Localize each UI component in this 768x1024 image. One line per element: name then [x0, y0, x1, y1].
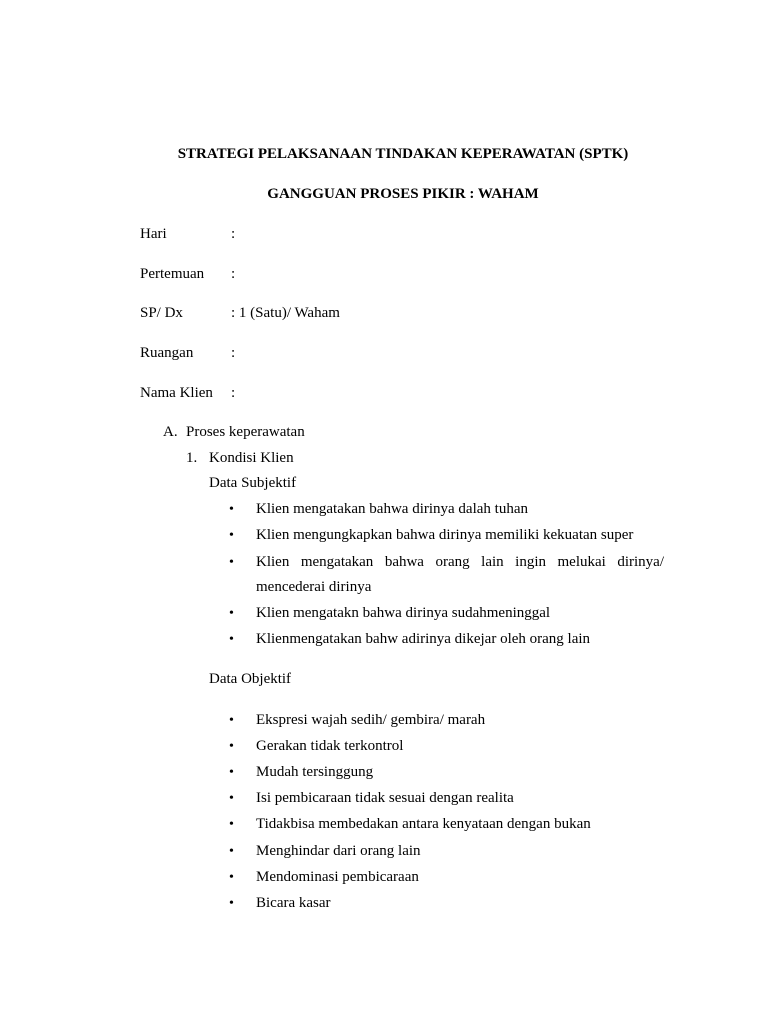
bullet-icon: • — [229, 555, 234, 570]
data-objektif-heading: Data Objektif — [209, 671, 292, 687]
bullet-icon: • — [229, 844, 234, 859]
bullet-icon: • — [229, 713, 234, 728]
data-subjektif-heading: Data Subjektif — [209, 475, 297, 491]
list-item-text-continuation: mencederai dirinya — [256, 579, 372, 595]
field-value-hari: : — [231, 226, 236, 242]
list-item-text: Klien mengatakan bahwa orang lain ingin melukai dirinya/ — [256, 554, 664, 570]
bullet-icon: • — [229, 502, 234, 517]
field-label-nama-klien: Nama Klien — [140, 385, 213, 401]
field-label-ruangan: Ruangan — [140, 345, 194, 361]
field-value-nama-klien: : — [231, 385, 236, 401]
field-value-ruangan: : — [231, 345, 236, 361]
bullet-icon: • — [229, 870, 234, 885]
list-item-text: Klien mengatakn bahwa dirinya sudahmeninggal — [256, 605, 551, 621]
bullet-icon: • — [229, 528, 234, 543]
field-label-sp-dx: SP/ Dx — [140, 305, 183, 321]
list-item-text: Klien mengatakan bahwa dirinya dalah tuhan — [256, 501, 528, 517]
document-subtitle: GANGGUAN PROSES PIKIR : WAHAM — [267, 186, 539, 202]
bullet-icon: • — [229, 606, 234, 621]
section-a-marker: A. — [163, 424, 178, 440]
list-item-text: Bicara kasar — [256, 895, 331, 911]
list-item-text: Menghindar dari orang lain — [256, 843, 421, 859]
list-item-text: Mudah tersinggung — [256, 764, 374, 780]
list-item-text: Klienmengatakan bahw adirinya dikejar oleh orang lain — [256, 631, 591, 647]
document-title: STRATEGI PELAKSANAAN TINDAKAN KEPERAWATAN (SPTK) — [177, 146, 629, 162]
item-1-heading: Kondisi Klien — [209, 450, 294, 466]
bullet-icon: • — [229, 632, 234, 647]
list-item-text: Gerakan tidak terkontrol — [256, 738, 404, 754]
bullet-icon: • — [229, 817, 234, 832]
bullet-icon: • — [229, 739, 234, 754]
field-label-hari: Hari — [140, 226, 167, 242]
list-item-text: Mendominasi pembicaraan — [256, 869, 419, 885]
bullet-icon: • — [229, 765, 234, 780]
list-item-text: Klien mengungkapkan bahwa dirinya memiliki kekuatan super — [256, 527, 634, 543]
list-item-text: Isi pembicaraan tidak sesuai dengan realita — [256, 790, 514, 806]
item-1-marker: 1. — [186, 450, 198, 466]
field-value-pertemuan: : — [231, 266, 236, 282]
list-item-text: Ekspresi wajah sedih/ gembira/ marah — [256, 712, 486, 728]
field-label-pertemuan: Pertemuan — [140, 266, 205, 282]
field-value-sp-dx: : 1 (Satu)/ Waham — [231, 305, 340, 321]
section-a-heading: Proses keperawatan — [186, 424, 305, 440]
bullet-icon: • — [229, 791, 234, 806]
list-item-text: Tidakbisa membedakan antara kenyataan dengan bukan — [256, 816, 591, 832]
bullet-icon: • — [229, 896, 234, 911]
